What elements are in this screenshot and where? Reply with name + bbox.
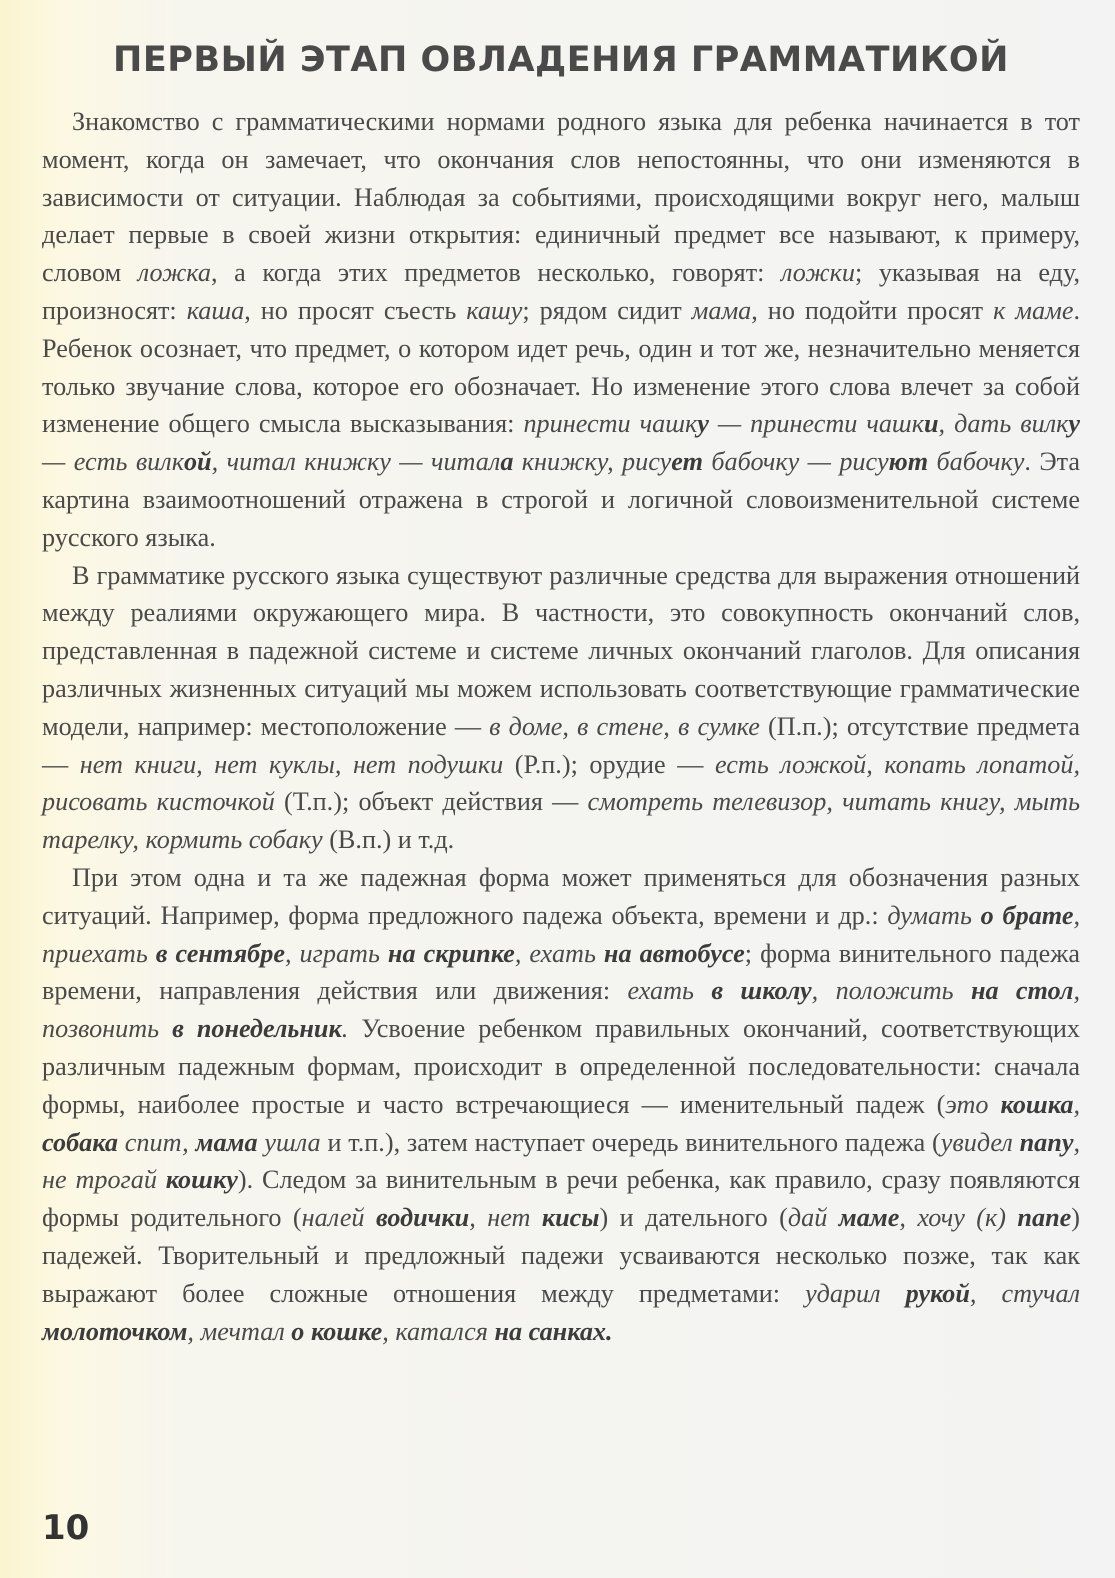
example-text: ушла: [257, 1127, 321, 1157]
example-text: —: [42, 447, 74, 477]
example-text: , мечтал: [187, 1316, 292, 1346]
emphasis-ending: на скрипке: [387, 938, 515, 968]
text-run: Знакомство с грамматическими нормами родного языка для ребенка начинается в тот момент, когда он замечает, что окончания слов непостоянны, что они изменяются в зависимости от ситуации. Наблюдая за событиями, происходящими вокруг него, малыш делает первые в своей жизни открытия: единичный предмет все называют, к примеру, словом: [42, 107, 1080, 288]
emphasis-ending: в школу: [711, 976, 812, 1006]
emphasis-ending: на стол: [970, 976, 1074, 1006]
example-text: —: [799, 447, 840, 477]
emphasis-ending: о кошке: [291, 1316, 383, 1346]
example-text: , приехать: [42, 900, 1080, 968]
text-run: ; форма винительного падежа времени, направления действия или движения:: [42, 938, 1080, 1006]
text-run: и т.п.), затем наступает очередь винительного падежа (: [320, 1127, 941, 1157]
text-run: (Р.п.); орудие —: [503, 749, 715, 779]
example-text: смотреть телевизор, читать книгу, мыть тарелку, кормить собаку: [42, 787, 1080, 855]
example-text: это: [945, 1089, 1001, 1119]
emphasis-ending: рукой: [905, 1278, 970, 1308]
example-text: спит,: [117, 1127, 196, 1157]
emphasis-ending: а: [500, 447, 514, 477]
text-run: , но подойти просят: [751, 295, 994, 325]
example-text: дай: [787, 1203, 839, 1233]
example-text: читал: [430, 447, 501, 477]
example-text: есть вилк: [73, 447, 184, 477]
text-run: (В.п.) и т.д.: [322, 825, 455, 855]
emphasis-ending: кошка: [1000, 1089, 1074, 1119]
example-text: —: [390, 447, 431, 477]
text-run: , но просят съесть: [244, 295, 467, 325]
example-text: ехать: [627, 976, 712, 1006]
example-text: , хочу (к): [899, 1203, 1018, 1233]
example-text: принести чашк: [750, 409, 924, 439]
example-text: книжку: [513, 447, 608, 477]
emphasis-ending: водички: [375, 1203, 470, 1233]
text-run: ) падежей. Творительный и предложный падежи усваиваются несколько позже, так как выражают более сложные отношения между предметами:: [42, 1203, 1080, 1308]
emphasis-ending: ют: [888, 447, 929, 477]
example-text: , нет: [469, 1203, 542, 1233]
example-text: , позвонить: [42, 976, 1081, 1044]
example-text: , не трогай: [42, 1127, 1080, 1195]
paragraph-3: [42, 859, 1080, 1350]
example-text: ложка: [137, 258, 211, 288]
emphasis-ending: мама: [195, 1127, 258, 1157]
example-text: мама: [691, 295, 752, 325]
example-text: .: [341, 1014, 349, 1044]
example-text: ,: [211, 447, 227, 477]
text-run: , а когда этих предметов несколько, говорят:: [211, 258, 782, 288]
example-text: кашу: [466, 295, 523, 325]
emphasis-ending: кошку: [165, 1165, 238, 1195]
example-text: ,: [1073, 1089, 1080, 1119]
emphasis-ending: и: [923, 409, 939, 439]
example-text: есть ложкой, копать лопатой, рисовать кисточкой: [42, 749, 1080, 817]
example-text: , катался: [382, 1316, 495, 1346]
emphasis-ending: собака: [42, 1127, 118, 1157]
emphasis-ending: кисы: [541, 1203, 600, 1233]
example-text: каша: [186, 295, 245, 325]
emphasis-ending: у: [697, 409, 709, 439]
example-text: —: [708, 409, 751, 439]
text-run: При этом одна и та же падежная форма может применяться для обозначения разных ситуаций. Например, форма предложного падежа объекта, времени и др.:: [42, 862, 1080, 930]
text-run: ; указывая на еду, произносят:: [42, 258, 1080, 325]
text-run: В грамматике русского языка существуют различные средства для выражения отношений между реалиями окружающего мира. В частности, это совокупность окончаний слов, представленная в падежной системе и системе личных окончаний глаголов. Для описания различных жизненных ситуаций мы можем использовать соответствующие грамматические модели, например: местоположение —: [42, 560, 1080, 741]
example-text: , играть: [284, 938, 388, 968]
emphasis-ending: папу: [1019, 1127, 1074, 1157]
emphasis-ending: у: [1068, 409, 1081, 439]
emphasis-ending: о брате: [980, 900, 1074, 930]
text-run: (П.п.); отсутствие предмета —: [42, 711, 1080, 779]
example-text: нет книги, нет куклы, нет подушки: [79, 749, 504, 779]
example-text: читал книжку: [226, 447, 391, 477]
example-text: рису: [839, 447, 889, 477]
text-run: ) и дательного (: [599, 1203, 788, 1233]
paragraph-2: [42, 557, 1080, 859]
example-text: ложки: [781, 258, 855, 288]
example-text: увидел: [940, 1127, 1020, 1157]
emphasis-ending: ой: [183, 447, 212, 477]
emphasis-ending: папе: [1017, 1203, 1072, 1233]
emphasis-ending: маме: [838, 1203, 900, 1233]
example-text: принести чашк: [523, 409, 698, 439]
emphasis-ending: молоточком: [42, 1316, 188, 1346]
example-text: бабочку: [702, 447, 800, 477]
emphasis-ending: ет: [671, 447, 703, 477]
example-text: бабочку: [928, 447, 1025, 477]
paragraph-1: [42, 103, 1080, 557]
emphasis-ending: в понедельник: [172, 1014, 342, 1044]
example-text: , положить: [811, 976, 971, 1006]
example-text: к маме: [993, 295, 1074, 325]
example-text: рису: [622, 447, 672, 477]
emphasis-ending: в сентябре: [155, 938, 285, 968]
example-text: думать: [887, 900, 981, 930]
emphasis-ending: на автобусе: [603, 938, 745, 968]
text-run: ; рядом сидит: [522, 295, 692, 325]
emphasis-ending: .: [606, 1316, 613, 1346]
example-text: ,: [607, 447, 623, 477]
page-title: ПЕРВЫЙ ЭТАП ОВЛАДЕНИЯ ГРАММАТИКОЙ: [113, 40, 1009, 80]
emphasis-ending: на санках: [494, 1316, 607, 1346]
example-text: ударил: [805, 1278, 906, 1308]
example-text: в доме, в стене, в сумке: [489, 711, 760, 741]
example-text: налей: [301, 1203, 376, 1233]
page-number: 10: [42, 1508, 90, 1548]
example-text: , стучал: [969, 1278, 1081, 1308]
text-run: ). Следом за винительным в речи ребенка, как правило, сразу появляются формы родительного (: [42, 1165, 1080, 1233]
text-run: . Эта картина взаимоотношений отражена в строгой и логичной словоизменительной системе русского языка.: [42, 447, 1080, 552]
text-run: Усвоение ребенком правильных окончаний, соответствующих различным падежным формам, происходит в определенной последовательности: сначала формы, наиболее простые и часто встречающиеся — именительный падеж (: [42, 1014, 1080, 1119]
text-run: (Т.п.); объект действия —: [274, 787, 588, 817]
example-text: , ехать: [514, 938, 604, 968]
example-text: дать вилк: [954, 409, 1069, 439]
text-run: . Ребенок осознает, что предмет, о котором идет речь, один и тот же, незначительно меняется только звучание слова, которое его обозначает. Но изменение этого слова влечет за собой изменение общего смысла высказывания:: [42, 295, 1080, 439]
body-text: [42, 103, 1080, 1350]
example-text: ,: [938, 409, 955, 439]
